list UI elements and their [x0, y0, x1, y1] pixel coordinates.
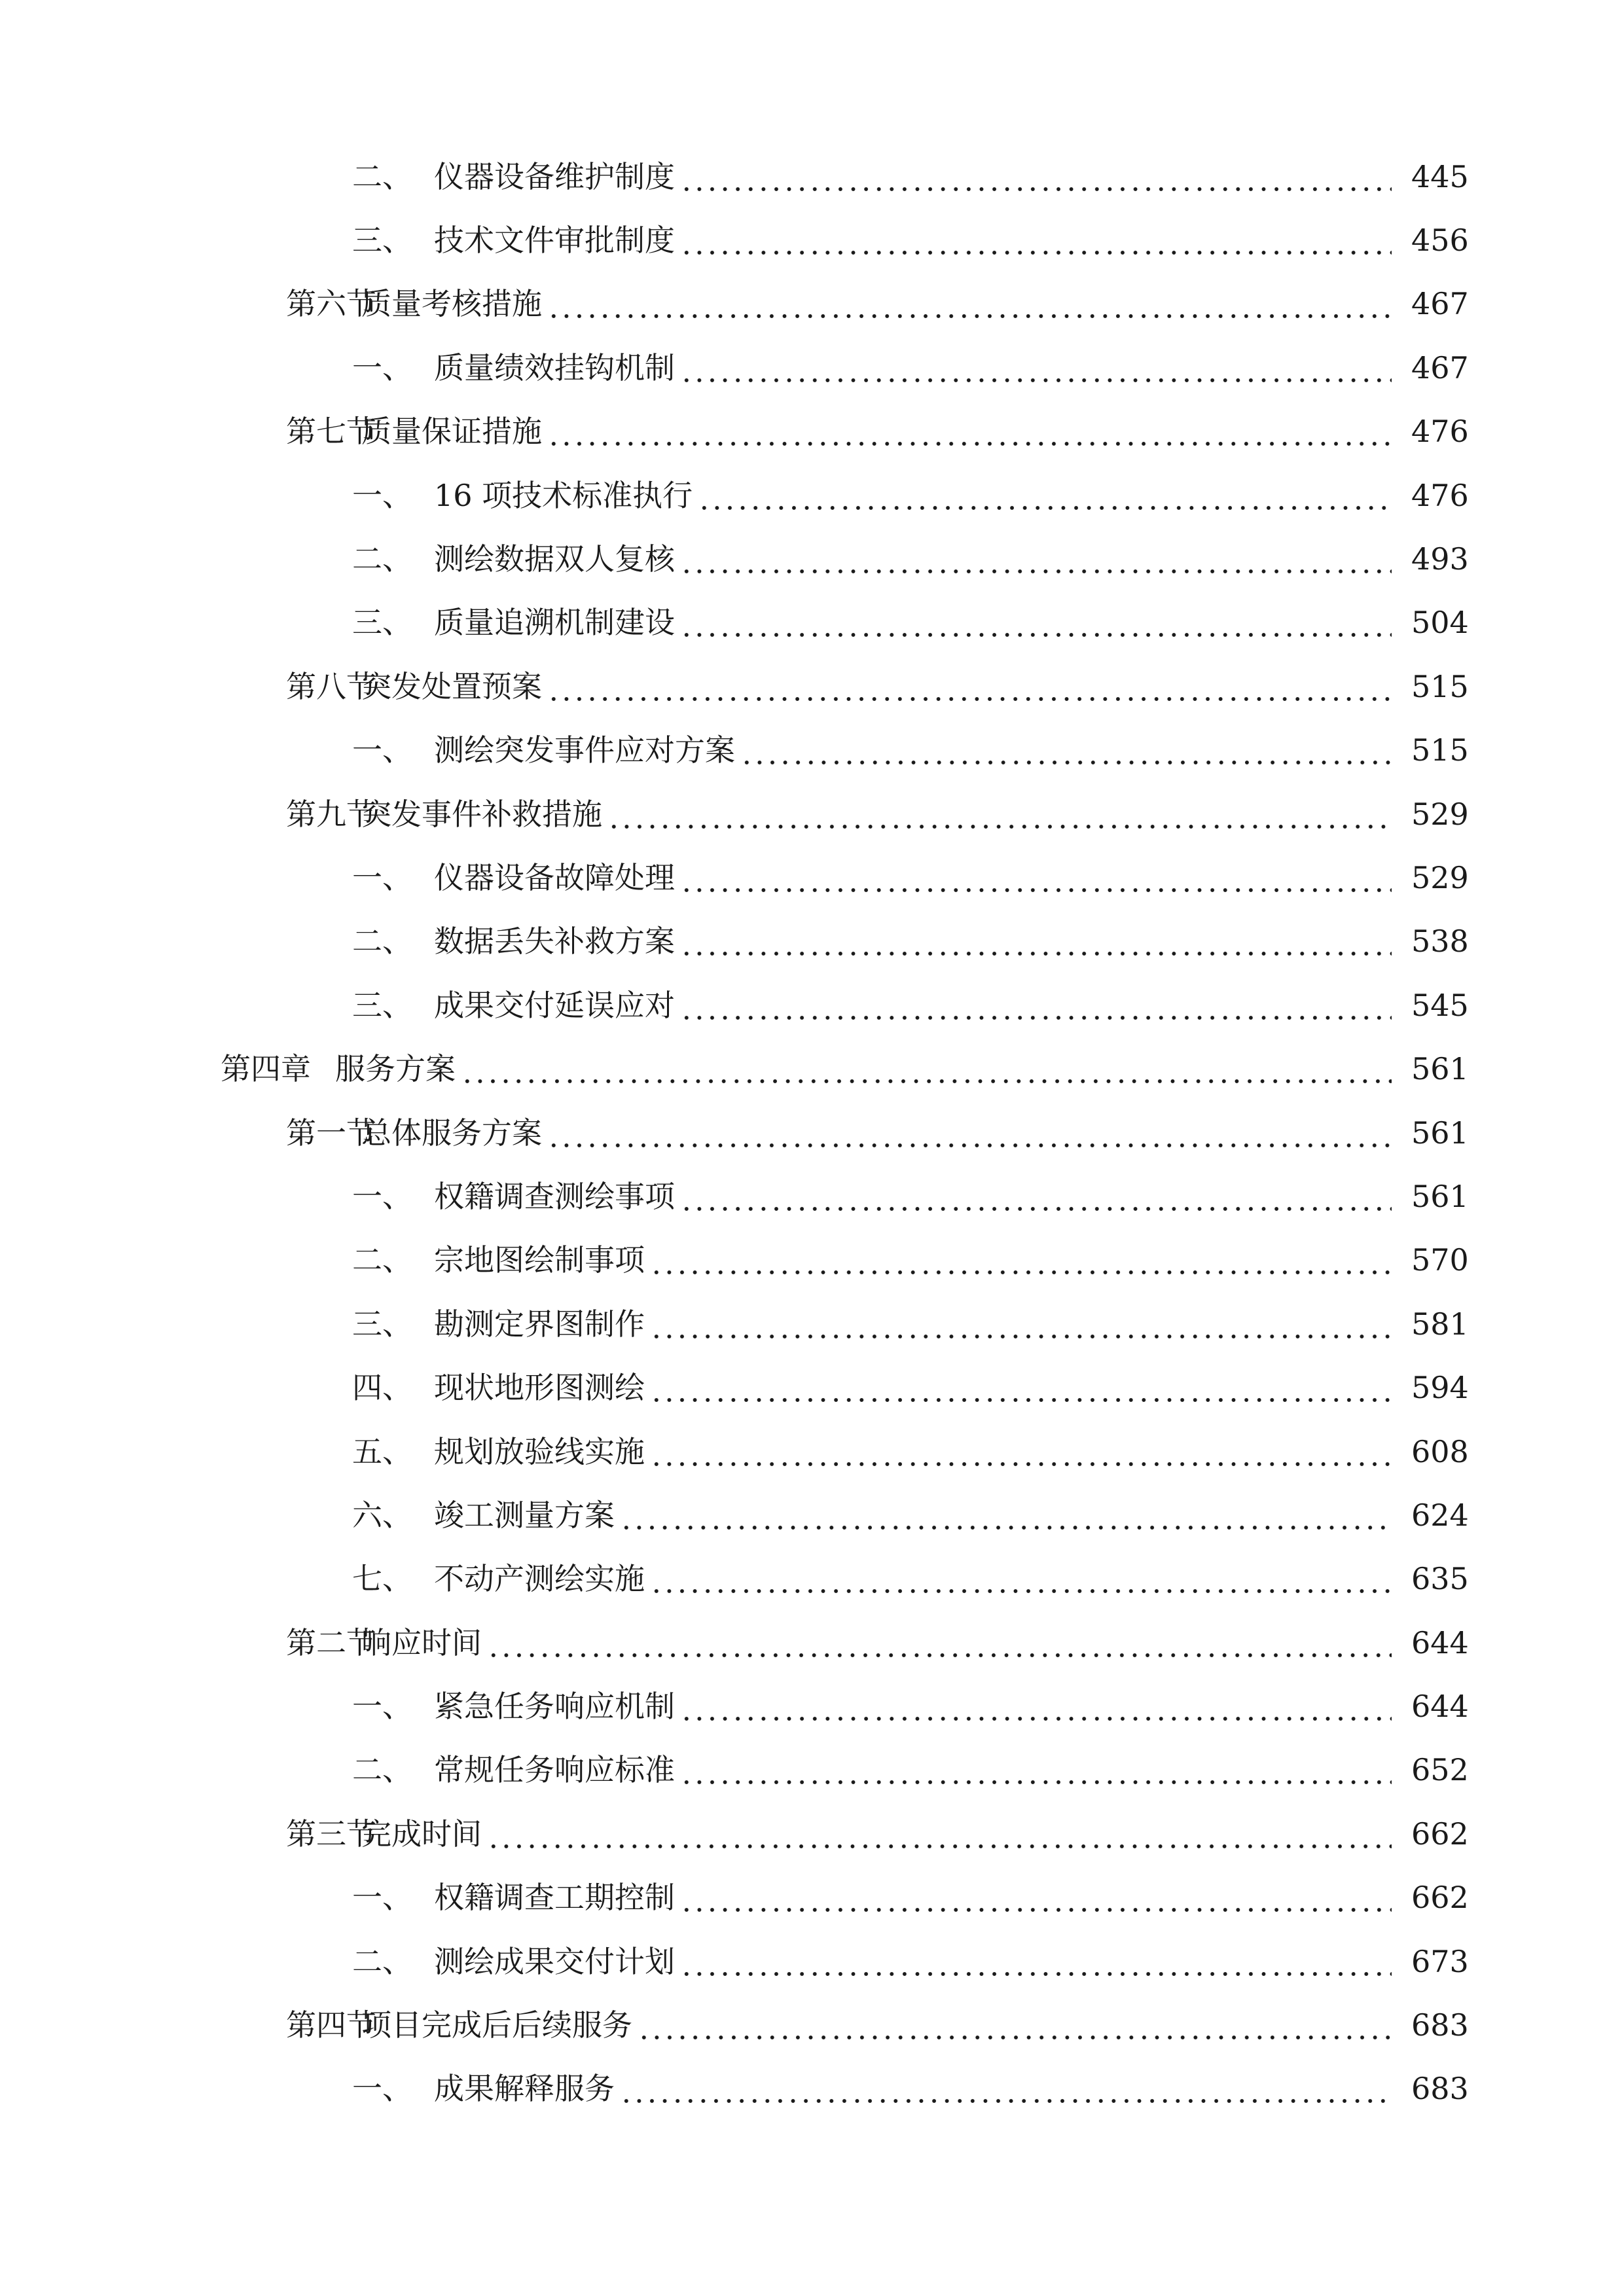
toc-page-number: 456	[1411, 223, 1469, 259]
toc-subsection-entry[interactable]	[0, 1866, 1624, 1929]
toc-entry-number: 第八节	[286, 668, 376, 704]
toc-entry-number: 一、	[352, 1178, 412, 1214]
toc-entry-text	[286, 1816, 1392, 1852]
toc-dot-leader	[620, 2073, 1392, 2104]
toc-dot-leader	[650, 1309, 1392, 1339]
toc-page-number: 493	[1411, 541, 1469, 577]
toc-page-number: 476	[1411, 414, 1469, 450]
toc-dot-leader	[680, 225, 1392, 255]
toc-entry-text	[352, 2071, 1392, 2107]
toc-entry-number: 一、	[352, 1689, 412, 1725]
toc-subsection-entry[interactable]	[0, 1738, 1624, 1802]
toc-dot-leader	[650, 1245, 1392, 1275]
toc-page-number: 529	[1411, 859, 1469, 895]
toc-section-entry[interactable]	[0, 1101, 1624, 1164]
toc-entry-title: 突发处置预案	[361, 668, 542, 704]
toc-subsection-entry[interactable]	[0, 1674, 1624, 1738]
toc-page-number: 652	[1411, 1752, 1469, 1788]
toc-dot-leader	[607, 799, 1392, 829]
toc-dot-leader	[680, 353, 1392, 383]
toc-page-number: 624	[1411, 1497, 1469, 1533]
toc-entry-number: 六、	[352, 1497, 412, 1533]
toc-entry-number: 第四章	[221, 1051, 311, 1087]
toc-subsection-entry[interactable]	[0, 1292, 1624, 1355]
toc-page-number: 570	[1411, 1242, 1469, 1278]
toc-page-number: 561	[1411, 1051, 1469, 1087]
toc-entry-number: 三、	[352, 223, 412, 259]
toc-dot-leader	[680, 162, 1392, 192]
toc-entry-title: 规划放验线实施	[434, 1433, 645, 1469]
toc-subsection-entry[interactable]	[0, 1229, 1624, 1292]
toc-page-number: 635	[1411, 1561, 1469, 1597]
toc-dot-leader	[680, 607, 1392, 637]
toc-subsection-entry[interactable]	[0, 910, 1624, 973]
toc-entry-text	[352, 605, 1392, 641]
toc-entry-number: 第三节	[286, 1816, 376, 1852]
toc-page-number: 608	[1411, 1433, 1469, 1469]
toc-entry-number: 三、	[352, 605, 412, 641]
toc-dot-leader	[650, 1564, 1392, 1594]
toc-page-number: 561	[1411, 1115, 1469, 1151]
toc-subsection-entry[interactable]	[0, 1164, 1624, 1228]
toc-page-number: 662	[1411, 1880, 1469, 1916]
toc-page-number: 644	[1411, 1624, 1469, 1660]
toc-entry-title: 成果交付延误应对	[434, 987, 675, 1023]
toc-section-entry[interactable]	[0, 782, 1624, 846]
toc-entry-number: 二、	[352, 541, 412, 577]
toc-entry-text	[221, 1051, 1392, 1087]
toc-entry-text	[352, 1880, 1392, 1916]
toc-subsection-entry[interactable]	[0, 1929, 1624, 1993]
toc-entry-number: 二、	[352, 924, 412, 960]
toc-entry-title: 权籍调查测绘事项	[434, 1178, 675, 1214]
toc-entry-title: 权籍调查工期控制	[434, 1880, 675, 1916]
toc-entry-number: 二、	[352, 158, 412, 194]
toc-page-number: 662	[1411, 1816, 1469, 1852]
toc-entry-text	[286, 2007, 1392, 2043]
toc-entry-text	[352, 1752, 1392, 1788]
toc-entry-title: 技术文件审批制度	[434, 223, 675, 259]
toc-dot-leader	[487, 1819, 1392, 1849]
toc-entry-text	[286, 796, 1392, 832]
toc-entry-number: 四、	[352, 1370, 412, 1406]
toc-entry-title: 仪器设备维护制度	[434, 158, 675, 194]
toc-entry-text	[352, 859, 1392, 895]
toc-entry-text	[286, 668, 1392, 704]
toc-section-entry[interactable]	[0, 272, 1624, 336]
toc-dot-leader	[547, 416, 1392, 446]
toc-dot-leader	[680, 544, 1392, 574]
toc-page-number: 529	[1411, 796, 1469, 832]
toc-entry-number: 第九节	[286, 796, 376, 832]
toc-dot-leader	[638, 2010, 1392, 2040]
toc-entry-title: 测绘数据双人复核	[434, 541, 675, 577]
toc-entry-title: 现状地形图测绘	[434, 1370, 645, 1406]
toc-page-number: 467	[1411, 350, 1469, 386]
toc-entry-text	[352, 223, 1392, 259]
toc-subsection-entry[interactable]	[0, 1420, 1624, 1483]
toc-entry-text	[352, 924, 1392, 960]
toc-entry-text	[286, 414, 1392, 450]
toc-entry-number: 二、	[352, 1943, 412, 1979]
toc-entry-title: 响应时间	[361, 1624, 482, 1660]
toc-page-number: 504	[1411, 605, 1469, 641]
toc-entry-number: 三、	[352, 987, 412, 1023]
toc-section-entry[interactable]	[0, 1993, 1624, 2056]
toc-subsection-entry[interactable]	[0, 2057, 1624, 2121]
toc-entry-title: 勘测定界图制作	[434, 1306, 645, 1342]
toc-entry-text	[352, 1689, 1392, 1725]
toc-entry-number: 二、	[352, 1242, 412, 1278]
toc-entry-text	[352, 1178, 1392, 1214]
toc-entry-title: 测绘成果交付计划	[434, 1943, 675, 1979]
toc-subsection-entry[interactable]	[0, 1355, 1624, 1419]
toc-page-number: 515	[1411, 732, 1469, 768]
toc-entry-text	[286, 1115, 1392, 1151]
toc-entry-number: 第六节	[286, 286, 376, 322]
toc-subsection-entry[interactable]	[0, 527, 1624, 590]
toc-entry-text	[352, 732, 1392, 768]
toc-entry-number: 三、	[352, 1306, 412, 1342]
toc-entry-number: 一、	[352, 477, 412, 513]
toc-entry-text	[352, 987, 1392, 1023]
toc-subsection-entry[interactable]	[0, 463, 1624, 527]
toc-section-entry[interactable]	[0, 1611, 1624, 1674]
toc-subsection-entry[interactable]	[0, 591, 1624, 655]
toc-entry-title: 竣工测量方案	[434, 1497, 615, 1533]
toc-subsection-entry[interactable]	[0, 1547, 1624, 1611]
toc-entry-text	[352, 1370, 1392, 1406]
toc-entry-number: 一、	[352, 2071, 412, 2107]
toc-entry-title: 质量考核措施	[361, 286, 542, 322]
toc-subsection-entry[interactable]	[0, 719, 1624, 782]
toc-entry-number: 五、	[352, 1433, 412, 1469]
toc-section-entry[interactable]	[0, 400, 1624, 463]
toc-page-number: 538	[1411, 924, 1469, 960]
toc-entry-title: 测绘突发事件应对方案	[434, 732, 735, 768]
toc-entry-text	[352, 350, 1392, 386]
toc-page-number: 561	[1411, 1178, 1469, 1214]
toc-subsection-entry[interactable]	[0, 973, 1624, 1037]
toc-entry-number: 一、	[352, 1880, 412, 1916]
toc-dot-leader	[680, 990, 1392, 1020]
toc-page-number: 515	[1411, 668, 1469, 704]
toc-page-number: 467	[1411, 286, 1469, 322]
toc-page-number: 683	[1411, 2071, 1469, 2107]
toc-entry-number: 二、	[352, 1752, 412, 1788]
toc-entry-title: 完成时间	[361, 1816, 482, 1852]
toc-entry-text	[352, 1943, 1392, 1979]
toc-dot-leader	[740, 735, 1392, 765]
toc-chapter-entry[interactable]	[0, 1037, 1624, 1100]
toc-entry-title: 仪器设备故障处理	[434, 859, 675, 895]
toc-entry-title: 成果解释服务	[434, 2071, 615, 2107]
toc-entry-title: 不动产测绘实施	[434, 1561, 645, 1597]
toc-page-number: 594	[1411, 1370, 1469, 1406]
toc-entry-number: 第四节	[286, 2007, 376, 2043]
toc-entry-number: 第一节	[286, 1115, 376, 1151]
toc-subsection-entry[interactable]	[0, 208, 1624, 272]
toc-dot-leader	[547, 672, 1392, 702]
toc-dot-leader	[680, 1946, 1392, 1977]
toc-page-number: 581	[1411, 1306, 1469, 1342]
toc-entry-title: 常规任务响应标准	[434, 1752, 675, 1788]
toc-entry-title: 质量保证措施	[361, 414, 542, 450]
toc-entry-number: 第二节	[286, 1624, 376, 1660]
toc-dot-leader	[680, 926, 1392, 956]
toc-entry-title: 质量追溯机制建设	[434, 605, 675, 641]
toc-entry-title: 16 项技术标准执行	[434, 477, 693, 513]
toc-dot-leader	[680, 863, 1392, 893]
toc-dot-leader	[680, 1882, 1392, 1912]
toc-dot-leader	[487, 1628, 1392, 1658]
toc-dot-leader	[620, 1500, 1392, 1530]
toc-entry-number: 七、	[352, 1561, 412, 1597]
toc-entry-title: 宗地图绘制事项	[434, 1242, 645, 1278]
table-of-contents	[0, 145, 1624, 2121]
toc-entry-text	[352, 477, 1392, 513]
toc-dot-leader	[461, 1054, 1392, 1084]
toc-entry-title: 数据丢失补救方案	[434, 924, 675, 960]
toc-subsection-entry[interactable]	[0, 1483, 1624, 1547]
toc-page-number: 673	[1411, 1943, 1469, 1979]
toc-entry-text	[352, 1306, 1392, 1342]
toc-entry-text	[352, 1433, 1392, 1469]
toc-entry-title: 紧急任务响应机制	[434, 1689, 675, 1725]
toc-page-number: 476	[1411, 477, 1469, 513]
toc-section-entry[interactable]	[0, 655, 1624, 718]
toc-page-number: 683	[1411, 2007, 1469, 2043]
toc-entry-text	[286, 1624, 1392, 1660]
toc-dot-leader	[680, 1691, 1392, 1721]
toc-entry-text	[352, 541, 1392, 577]
toc-entry-title: 项目完成后后续服务	[361, 2007, 632, 2043]
toc-page-number: 644	[1411, 1689, 1469, 1725]
toc-entry-number: 第七节	[286, 414, 376, 450]
toc-dot-leader	[547, 1118, 1392, 1148]
toc-entry-text	[286, 286, 1392, 322]
toc-dot-leader	[680, 1755, 1392, 1785]
toc-entry-number: 一、	[352, 732, 412, 768]
toc-subsection-entry[interactable]	[0, 336, 1624, 399]
toc-page-number: 545	[1411, 987, 1469, 1023]
toc-dot-leader	[650, 1372, 1392, 1403]
toc-entry-text	[352, 1242, 1392, 1278]
toc-subsection-entry[interactable]	[0, 145, 1624, 208]
toc-dot-leader	[547, 289, 1392, 319]
toc-dot-leader	[698, 480, 1392, 511]
toc-entry-text	[352, 158, 1392, 194]
toc-entry-text	[352, 1561, 1392, 1597]
toc-subsection-entry[interactable]	[0, 846, 1624, 909]
toc-page-number: 445	[1411, 158, 1469, 194]
toc-entry-title: 服务方案	[335, 1051, 456, 1087]
toc-entry-title: 质量绩效挂钩机制	[434, 350, 675, 386]
toc-dot-leader	[680, 1181, 1392, 1211]
toc-section-entry[interactable]	[0, 1802, 1624, 1865]
toc-entry-number: 一、	[352, 859, 412, 895]
toc-entry-title: 突发事件补救措施	[361, 796, 602, 832]
toc-dot-leader	[650, 1437, 1392, 1467]
toc-entry-title: 总体服务方案	[361, 1115, 542, 1151]
toc-entry-number: 一、	[352, 350, 412, 386]
toc-entry-text	[352, 1497, 1392, 1533]
